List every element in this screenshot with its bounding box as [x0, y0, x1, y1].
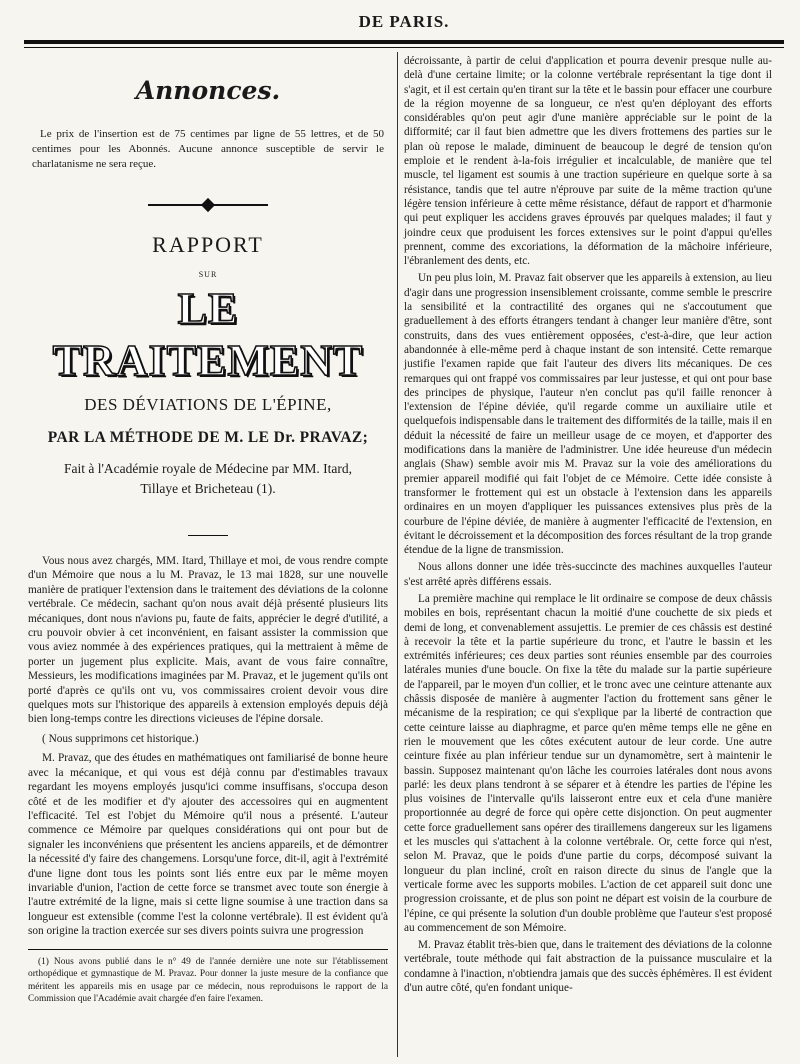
advertising-notice: Le prix de l'insertion est de 75 centimes par ligne de 55 lettres, et de 50 centimes pour les Abonnés. Aucune annonce susceptible de servir le charlatanisme ne sera reçue. — [32, 128, 384, 170]
header-rule-thick — [24, 40, 784, 44]
authors-line-2: Tillaye et Bricheteau (1). — [140, 481, 276, 496]
column-divider — [397, 52, 398, 1057]
left-paragraph-2: ( Nous supprimons cet historique.) — [42, 732, 199, 745]
page-header — [26, 6, 782, 38]
authors-line-1: Fait à l'Académie royale de Médecine par MM. Itard, — [63, 461, 353, 476]
footnote-rule — [28, 949, 388, 950]
rapport-heading: RAPPORT — [152, 232, 264, 257]
footnote: (1) Nous avons publié dans le n° 49 de l'année dernière une note sur l'établissement orthopédique et gymnastique de M. Pravaz. Pour donner la juste mesure de la confiance que méritent les appareils mis en usage par ce médecin, nous reproduisons le rapport de la Commission que l'Académie avait chargée d'en faire l'examen. — [28, 956, 388, 1005]
header-rule-thin — [24, 47, 784, 48]
left-paragraph-3: M. Pravaz, que des études en mathématiques ont familiarisé de bonne heure avec la mécanique, et qui vous est déjà connu par d'estimables travaux regardant les moyens employés jusqu'ici comme insuffisans, s'occupa deson côté et de les modifier et d'y ajouter des accessoires qui en augmentent l'efficacité. Tel est l'objet du Mémoire qu'il nous a présenté. L'auteur commence ce Mémoire par quelques considérations qui ont pour but de signaler les inconvéniens que présentent les anciens appareils, et de démontrer la nécessité d'y faire des changemens. Lorsqu'une force, dit-il, agit à l'extrémité d'une ligne dont tous les points sont liés entre eux par le même moyen invariable d'union, l'action de cette force se transmet avec toute son énergie à l'autre extrémité de la ligne, mais si cette ligne soumise à une traction dans sa longueur est extensible (comme l'est la colonne vertébrale). Il est évident qu'à son origine la traction exercée sur ses divers points suivra une progression — [28, 752, 388, 938]
deviations-subtitle: DES DÉVIATIONS DE L'ÉPINE, — [84, 395, 332, 414]
traitement-title: LE TRAITEMENT — [52, 284, 364, 385]
right-column — [404, 54, 772, 998]
right-paragraph-4: La première machine qui remplace le lit ordinaire se compose de deux châssis mobiles en bois, représentant chacun la moitié d'une couchette de six pieds et demi de long, et convenablement assujettis. Le premier de ces châssis est destiné à recevoir la tête et la partie supérieure du tronc, et l'autre le bassin et les extrémités inférieures; ces deux parties sont réunies ensemble par des courroies latérales munies d'une boucle. On fixe la tête du malade sur la partie supérieure de l'appareil, par le moyen d'un collier, et le tronc avec une ceinture attenante aux châssis disposée de manière à augmenter l'action du frottement sans gêner le mécanisme de la respiration; ce qui s'explique par la liberté de contraction que cette ceinture laisse au diaphragme, et parce qu'en même temps elle ne gêne en rien le mouvement que les côtes exécutent autour de leur corde. Une autre ceinture fixée au plan inférieur tendue sur un dynamomètre, sert à maintenir le bassin. Supposez maintenant qu'on lâche les courroies latérales dont nous avons parlé: les deux plans tendront à se séparer et à étendre les parties de l'épine les plus voisines de l'intervalle qu'ils laisseront entre eux et cela d'une manière proportionnée au degré de force qui opère cette disjonction. On peut augmenter cette force graduellement sans opérer des tiraillemens dangereux sur les ligamens et les muscles qui s'attachent à la colonne vertébrale. Or, cette force qui n'est, selon M. Pravaz, que le poids d'une partie du corps, décomposé suivant la longueur du plan incliné, croît en raison directe du sinus de l'angle que la verticale forme avec les supports mobiles. L'action de cet appareil suit donc une progression croissante, et de plus son point ne départ est voisin de la courbure de l'épine, ce qui présente la solution d'un double problème que l'auteur s'est proposé au commencement de son Mémoire. — [404, 592, 772, 934]
ornament-divider — [148, 200, 268, 210]
methode-subtitle: PAR LA MÉTHODE DE M. LE Dr. PRAVAZ; — [47, 429, 369, 446]
right-paragraph-2: Un peu plus loin, M. Pravaz fait observer que les appareils à extension, au lieu d'agir dans une progression insensiblement croissante, comme semble le prescrire la sensibilité et la contractilité des organes qui ne s'accoutument que graduellement à des efforts étrangers tendant à changer leur manière d'être, sont construits, dans des vues entièrement opposées, c'est-à-dire, que leur action abandonnée à elle-même perd à chaque instant de son intensité. Cette remarque justifie l'examen rapide que fait l'auteur des divers lits mécaniques. De ces remarques qui ont frappé vos commissaires par leur justesse, et qui ont pour base des principes de physique, l'auteur n'en conclut pas qu'il faille renoncer à l'extension de l'épine déviée, qu'il regarde comme un auxiliaire utile et quelquefois indispensable dans le traitement des difformités de la taille, mais il en déduit la nécessité de faire un meilleur usage de ce moyen, et d'apporter des modifications dans la manière de l'administrer. Une idée heureuse d'un médecin anglais (Shaw) semble avoir mis M. Pravaz sur la voie des améliorations du premier appareil modifié qui fait l'objet de ce Mémoire. Cette idée consiste à transformer le frottement qui est un obstacle à l'extension dans les appareils ordinaires en un moyen d'appliquer les puissances extensives plus près de la courbure de l'épine déviée, de manière à augmenter l'efficacité de l'extension, en évitant le décroissement et la décomposition des forces résultant de la trop grande étendue de la ligne de transmission. — [404, 272, 772, 557]
masthead-title: DE PARIS. — [358, 12, 450, 31]
annonces-heading: Annonces. — [135, 76, 281, 105]
right-paragraph-3: Nous allons donner une idée très-succincte des machines auxquelles l'auteur s'est arrêté après différens essais. — [404, 561, 772, 588]
left-column — [28, 60, 388, 1006]
left-paragraph-1: Vous nous avez chargés, MM. Itard, Thillaye et moi, de vous rendre compte d'un Mémoire que nous a lu M. Pravaz, le 13 mai 1828, sur une nouvelle manière de pratiquer l'extension dans le traitement des déviations de la colonne vertébrale. Ce médecin, sachant qu'on nous avait déjà présenté plusieurs lits mécaniques, dont nous n'avions pu, faute de faits, apprécier le degré d'utilité, a cru pouvoir obvier à cet inconvénient, en faisant assister la commission que vous aviez nommée à des expériences pratiques, qui la mettraient à même de porter un jugement plus explicite. Mais, avant de vous faire connaître, Messieurs, les modifications imaginées par M. Pravaz, et le jugement qu'ils ont porté d'après ce qu'ils ont vu, vos commissaires croient devoir vous dire quelques mots sur l'historique des appareils à extension employés depuis déjà bien long-temps contre les directions vicieuses de l'épine dorsale. — [28, 555, 388, 726]
small-rule — [188, 535, 228, 536]
report-authors — [28, 459, 388, 499]
right-paragraph-1: décroissante, à partir de celui d'application et pourra devenir presque nulle au-delà d'une certaine limite; or la colonne vertébrale représentant la tige dont il s'agit, et il est certain qu'en tirant sur la tête et le bassin pour effacer une courbure de la région moyenne de sa longueur, ce n'est qu'en déployant des efforts considérables qu'on peut agir d'une manière appréciable sur le point de la difformité; car il faut bien admettre que les divers frottemens des parties sur le plan où repose le malade, diminuent de beaucoup le degré de tension qu'on emploie et le rendent à-la-fois irrégulier et incalculable, de manière que tel muscle, tel ligament est soumis à une traction supérieure en quelque sorte à sa résistance, tandis que tel autre n'éprouve par suite de la même traction qu'une légère tension inférieure à cette même résistance, défaut de rapport et d'harmonie qui peut expliquer les accidens graves éprouvés par quelques malades; il faut y joindre ceux que produisent les forces extensives sur le point d'appui qu'elles prennent, comme des excoriations, la déformation de la mâchoire inférieure, l'ébranlement des dents, etc. — [404, 55, 772, 268]
right-paragraph-5: M. Pravaz établit très-bien que, dans le traitement des déviations de la colonne vertébrale, toute méthode qui fait abstraction de la puissance musculaire et la condamne à l'inaction, n'obtiendra jamais que des succès éphémères. Il est évident d'un autre côté, qu'en fondant unique- — [404, 939, 772, 994]
sur-label: SUR — [198, 270, 218, 279]
